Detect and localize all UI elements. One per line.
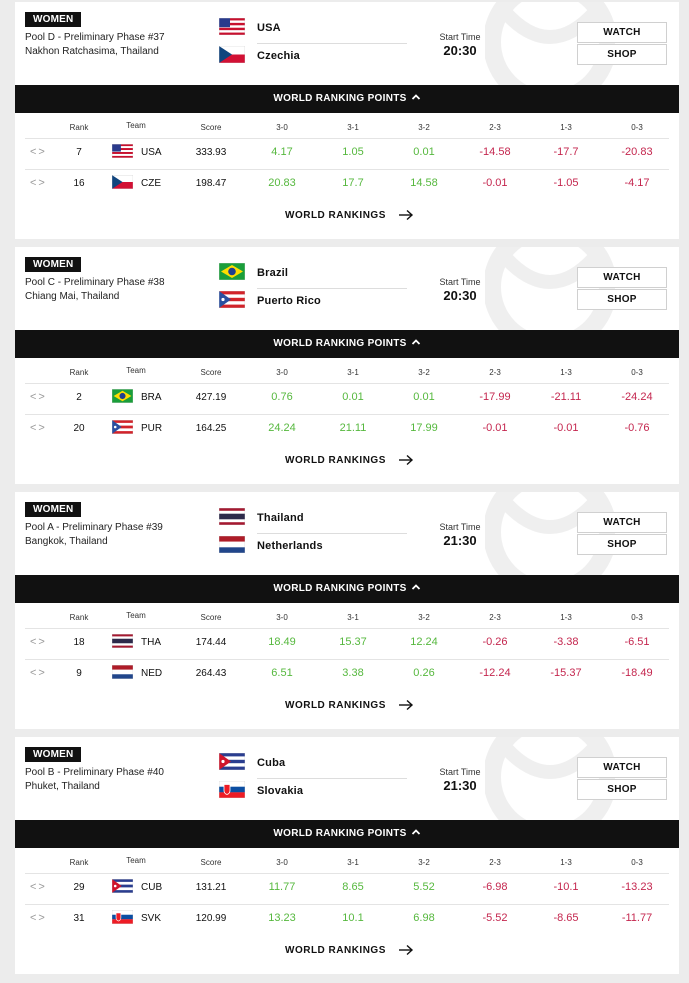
result-points-r32: 12.24 (410, 636, 438, 648)
column-header: 1-3 (560, 123, 572, 132)
pool-phase: Pool A - Preliminary Phase #39 (25, 522, 163, 533)
scroll-arrows-icon[interactable]: <> (30, 422, 47, 434)
arrow-right-icon[interactable] (398, 209, 414, 221)
rank-value: 9 (76, 668, 82, 679)
score-value: 427.19 (195, 392, 227, 403)
result-points-r31: 1.05 (342, 146, 364, 158)
team-code: USA (141, 147, 162, 158)
rank-value: 18 (73, 637, 85, 648)
venue: Chiang Mai, Thailand (25, 291, 120, 302)
world-rankings-link[interactable]: WORLD RANKINGS (285, 455, 386, 466)
chevron-up-icon (411, 337, 421, 347)
world-rankings-link[interactable]: WORLD RANKINGS (285, 700, 386, 711)
column-header: 2-3 (489, 368, 501, 377)
start-time-label: Start Time (439, 522, 481, 532)
thailand-flag-icon (219, 508, 245, 525)
slovakia-flag-icon (219, 781, 245, 798)
category-badge: WOMEN (25, 257, 81, 272)
category-badge: WOMEN (25, 12, 81, 27)
result-points-r13: -21.11 (550, 391, 582, 403)
row-divider (25, 873, 669, 874)
column-header: 0-3 (631, 613, 643, 622)
match-header (15, 737, 679, 820)
watch-button[interactable]: WATCH (577, 512, 667, 533)
world-rankings-link[interactable]: WORLD RANKINGS (285, 210, 386, 221)
scroll-arrows-icon[interactable]: <> (30, 177, 47, 189)
match-card (15, 492, 679, 729)
result-points-r13: -15.37 (550, 667, 582, 679)
world-ranking-points-toggle[interactable] (15, 575, 679, 603)
column-header: Rank (69, 858, 89, 867)
arrow-right-icon[interactable] (398, 944, 414, 956)
brazil-flag-icon (112, 389, 133, 403)
scroll-arrows-icon[interactable]: <> (30, 636, 47, 648)
away-team-name[interactable]: Czechia (257, 50, 300, 62)
column-header: 0-3 (631, 123, 643, 132)
match-header (15, 2, 679, 85)
score-value: 174.44 (195, 637, 227, 648)
column-header: Rank (69, 368, 89, 377)
row-divider (25, 904, 669, 905)
brazil-flag-icon (219, 263, 245, 280)
chevron-up-icon (411, 582, 421, 592)
puerto-rico-flag-icon (219, 291, 245, 308)
result-points-r30: 11.77 (268, 881, 296, 893)
result-points-r31: 17.7 (342, 177, 364, 189)
result-points-r31: 10.1 (342, 912, 364, 924)
team-code: CUB (141, 882, 163, 893)
match-card (15, 2, 679, 239)
result-points-r23: -0.01 (482, 177, 508, 189)
scroll-arrows-icon[interactable]: <> (30, 912, 47, 924)
column-header: 3-2 (418, 858, 430, 867)
start-time: 20:30 (443, 43, 477, 58)
away-team-name[interactable]: Slovakia (257, 785, 304, 797)
pool-phase: Pool B - Preliminary Phase #40 (25, 767, 164, 778)
netherlands-flag-icon (112, 665, 133, 679)
shop-button[interactable]: SHOP (577, 44, 667, 65)
score-value: 333.93 (195, 147, 227, 158)
column-header: Score (200, 613, 222, 622)
result-points-r23: -6.98 (482, 881, 508, 893)
watch-button[interactable]: WATCH (577, 757, 667, 778)
home-team-name[interactable]: Thailand (257, 512, 304, 524)
home-team-name[interactable]: Brazil (257, 267, 289, 279)
scroll-arrows-icon[interactable]: <> (30, 146, 47, 158)
world-ranking-points-toggle[interactable] (15, 330, 679, 358)
result-points-r03: -6.51 (624, 636, 650, 648)
row-divider (25, 138, 669, 139)
column-header: Score (200, 858, 222, 867)
shop-button[interactable]: SHOP (577, 534, 667, 555)
match-card (15, 247, 679, 484)
column-header: Team (126, 366, 146, 375)
rank-value: 7 (76, 147, 82, 158)
column-header: 3-1 (347, 858, 359, 867)
world-ranking-points-label: WORLD RANKING POINTS (273, 93, 407, 104)
column-header: 3-0 (276, 123, 288, 132)
category-badge: WOMEN (25, 502, 81, 517)
arrow-right-icon[interactable] (398, 454, 414, 466)
arrow-right-icon[interactable] (398, 699, 414, 711)
shop-button[interactable]: SHOP (577, 289, 667, 310)
shop-button[interactable]: SHOP (577, 779, 667, 800)
usa-flag-icon (219, 18, 245, 35)
slovakia-flag-icon (112, 910, 133, 924)
away-team-name[interactable]: Puerto Rico (257, 295, 321, 307)
team-divider (257, 43, 407, 44)
result-points-r31: 0.01 (342, 391, 364, 403)
pool-phase: Pool C - Preliminary Phase #38 (25, 277, 165, 288)
column-header: 3-1 (347, 613, 359, 622)
column-header: Team (126, 121, 146, 130)
score-value: 198.47 (195, 178, 227, 189)
venue: Bangkok, Thailand (25, 536, 108, 547)
score-value: 120.99 (195, 913, 227, 924)
rank-value: 20 (73, 423, 85, 434)
rank-value: 2 (76, 392, 82, 403)
row-divider (25, 169, 669, 170)
venue: Phuket, Thailand (25, 781, 100, 792)
result-points-r32: 0.01 (413, 391, 435, 403)
column-header: 2-3 (489, 858, 501, 867)
column-header: Rank (69, 613, 89, 622)
column-header: 3-1 (347, 123, 359, 132)
start-time-label: Start Time (439, 767, 481, 777)
start-time-label: Start Time (439, 277, 481, 287)
row-divider (25, 383, 669, 384)
result-points-r32: 5.52 (413, 881, 435, 893)
start-time: 21:30 (443, 778, 477, 793)
column-header: 1-3 (560, 858, 572, 867)
cuba-flag-icon (219, 753, 245, 770)
category-badge: WOMEN (25, 747, 81, 762)
column-header: 1-3 (560, 613, 572, 622)
venue: Nakhon Ratchasima, Thailand (25, 46, 159, 57)
watch-button[interactable]: WATCH (577, 267, 667, 288)
chevron-up-icon (411, 92, 421, 102)
result-points-r03: -20.83 (621, 146, 653, 158)
scroll-arrows-icon[interactable]: <> (30, 667, 47, 679)
world-rankings-link[interactable]: WORLD RANKINGS (285, 945, 386, 956)
scroll-arrows-icon[interactable]: <> (30, 391, 47, 403)
result-points-r23: -0.01 (482, 422, 508, 434)
result-points-r03: -24.24 (621, 391, 653, 403)
result-points-r03: -0.76 (624, 422, 650, 434)
watch-button[interactable]: WATCH (577, 22, 667, 43)
result-points-r03: -13.23 (621, 881, 653, 893)
column-header: Rank (69, 123, 89, 132)
column-header: 3-0 (276, 858, 288, 867)
row-divider (25, 414, 669, 415)
czech-flag-icon (112, 175, 133, 189)
world-ranking-points-toggle[interactable] (15, 85, 679, 113)
column-header: Score (200, 368, 222, 377)
team-code: SVK (141, 913, 162, 924)
rank-value: 29 (73, 882, 85, 893)
team-code: BRA (141, 392, 162, 403)
match-card (15, 737, 679, 974)
result-points-r32: 0.01 (413, 146, 435, 158)
team-code: CZE (141, 178, 161, 189)
start-time-label: Start Time (439, 32, 481, 42)
result-points-r13: -1.05 (553, 177, 579, 189)
team-divider (257, 778, 407, 779)
result-points-r23: -5.52 (482, 912, 508, 924)
score-value: 264.43 (195, 668, 227, 679)
result-points-r13: -8.65 (553, 912, 579, 924)
world-ranking-points-toggle[interactable] (15, 820, 679, 848)
result-points-r13: -0.01 (553, 422, 579, 434)
match-header (15, 247, 679, 330)
result-points-r30: 4.17 (271, 146, 293, 158)
result-points-r23: -12.24 (479, 667, 511, 679)
scroll-arrows-icon[interactable]: <> (30, 881, 47, 893)
team-code: NED (141, 668, 163, 679)
match-header (15, 492, 679, 575)
team-divider (257, 533, 407, 534)
start-time: 20:30 (443, 288, 477, 303)
result-points-r30: 24.24 (268, 422, 296, 434)
result-points-r13: -10.1 (553, 881, 579, 893)
puerto-rico-flag-icon (112, 420, 133, 434)
result-points-r30: 20.83 (268, 177, 296, 189)
czech-flag-icon (219, 46, 245, 63)
result-points-r30: 6.51 (271, 667, 293, 679)
column-header: 3-0 (276, 613, 288, 622)
cuba-flag-icon (112, 879, 133, 893)
result-points-r13: -3.38 (553, 636, 579, 648)
rank-value: 31 (73, 913, 85, 924)
home-team-name[interactable]: Cuba (257, 757, 286, 769)
column-header: 2-3 (489, 613, 501, 622)
world-ranking-points-label: WORLD RANKING POINTS (273, 828, 407, 839)
result-points-r31: 15.37 (339, 636, 367, 648)
rank-value: 16 (73, 178, 85, 189)
column-header: 3-0 (276, 368, 288, 377)
result-points-r03: -11.77 (621, 912, 653, 924)
team-code: PUR (141, 423, 163, 434)
column-header: Score (200, 123, 222, 132)
result-points-r32: 0.26 (413, 667, 435, 679)
column-header: 3-1 (347, 368, 359, 377)
result-points-r03: -4.17 (624, 177, 650, 189)
world-ranking-points-label: WORLD RANKING POINTS (273, 583, 407, 594)
away-team-name[interactable]: Netherlands (257, 540, 323, 552)
pool-phase: Pool D - Preliminary Phase #37 (25, 32, 165, 43)
result-points-r30: 0.76 (271, 391, 293, 403)
column-header: Team (126, 611, 146, 620)
column-header: 3-2 (418, 123, 430, 132)
result-points-r32: 14.58 (410, 177, 438, 189)
result-points-r32: 17.99 (410, 422, 438, 434)
world-ranking-points-label: WORLD RANKING POINTS (273, 338, 407, 349)
column-header: 3-2 (418, 613, 430, 622)
home-team-name[interactable]: USA (257, 22, 281, 34)
thailand-flag-icon (112, 634, 133, 648)
column-header: Team (126, 856, 146, 865)
column-header: 0-3 (631, 858, 643, 867)
result-points-r23: -14.58 (479, 146, 511, 158)
start-time: 21:30 (443, 533, 477, 548)
row-divider (25, 628, 669, 629)
usa-flag-icon (112, 144, 133, 158)
score-value: 164.25 (195, 423, 227, 434)
column-header: 1-3 (560, 368, 572, 377)
row-divider (25, 659, 669, 660)
chevron-up-icon (411, 827, 421, 837)
result-points-r23: -0.26 (482, 636, 508, 648)
result-points-r31: 3.38 (342, 667, 364, 679)
result-points-r13: -17.7 (553, 146, 579, 158)
column-header: 3-2 (418, 368, 430, 377)
result-points-r03: -18.49 (621, 667, 653, 679)
result-points-r32: 6.98 (413, 912, 435, 924)
team-divider (257, 288, 407, 289)
result-points-r23: -17.99 (479, 391, 511, 403)
team-code: THA (141, 637, 161, 648)
result-points-r31: 21.11 (339, 422, 367, 434)
result-points-r30: 13.23 (268, 912, 296, 924)
score-value: 131.21 (195, 882, 227, 893)
result-points-r30: 18.49 (268, 636, 296, 648)
result-points-r31: 8.65 (342, 881, 364, 893)
netherlands-flag-icon (219, 536, 245, 553)
column-header: 0-3 (631, 368, 643, 377)
column-header: 2-3 (489, 123, 501, 132)
